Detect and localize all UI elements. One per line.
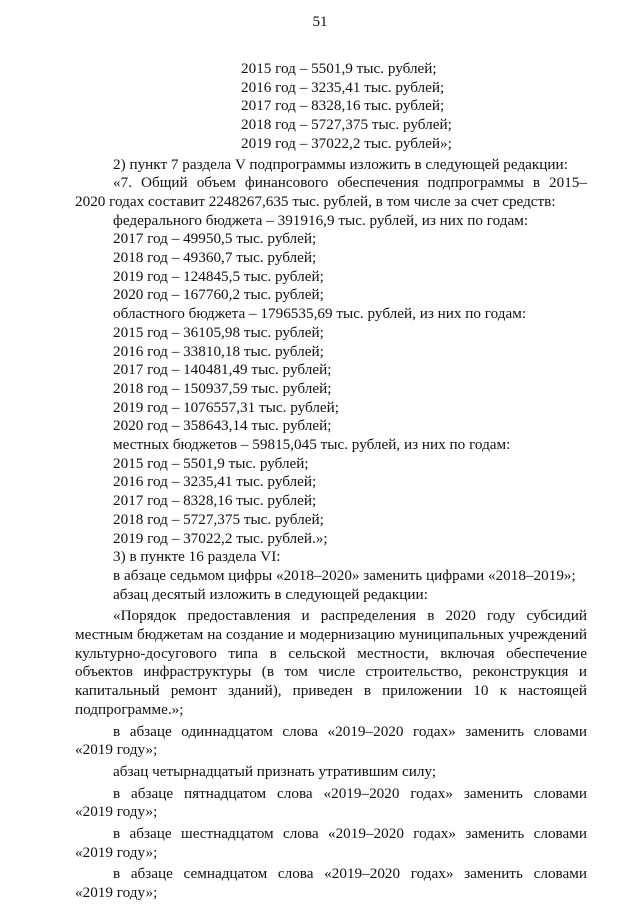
text-line: 2016 год – 3235,41 тыс. рублей; [241, 78, 445, 96]
page-number: 51 [312, 14, 328, 30]
text-line: 2018 год – 150937,59 тыс. рублей; [113, 379, 332, 397]
text-line: 2018 год – 5727,375 тыс. рублей; [113, 510, 324, 528]
text-line: в абзаце семнадцатом слова «2019–2020 годах» заменить словами [113, 865, 587, 883]
text-line: 2020 годах составит 2248267,635 тыс. рублей, в том числе за счет средств: [75, 192, 556, 210]
text-line: 3) в пункте 16 раздела VI: [113, 548, 281, 566]
text-line: 2016 год – 33810,18 тыс. рублей; [113, 342, 324, 360]
text-line: 2020 год – 167760,2 тыс. рублей; [113, 286, 324, 304]
text-line: 2018 год – 5727,375 тыс. рублей; [241, 116, 452, 134]
text-line: абзац четырнадцатый признать утратившим силу; [113, 762, 437, 780]
text-line: 2017 год – 8328,16 тыс. рублей; [241, 97, 445, 115]
text-line: 2015 год – 5501,9 тыс. рублей; [113, 454, 309, 472]
text-line: капитальный ремонт зданий), приведен в приложении 10 к настоящей [75, 682, 587, 700]
text-line: «2019 году»; [75, 884, 158, 902]
text-line: местных бюджетов – 59815,045 тыс. рублей, из них по годам: [113, 436, 511, 453]
text-line: 2019 год – 1076557,31 тыс. рублей; [113, 398, 340, 416]
text-line: в абзаце пятнадцатом слова «2019–2020 годах» заменить словами [113, 784, 587, 802]
text-line: подпрограмме.»; [75, 700, 184, 718]
text-line: «2019 году»; [75, 741, 158, 759]
text-line: «2019 году»; [75, 803, 158, 821]
text-line: 2018 год – 49360,7 тыс. рублей; [113, 249, 317, 266]
text-line: в абзаце седьмом цифры «2018–2020» заменить цифрами «2018–2019»; [113, 566, 576, 584]
text-line: 2) пункт 7 раздела V подпрограммы изложить в следующей редакции: [113, 155, 568, 173]
text-line: местным бюджетам на создание и модернизацию муниципальных учреждений [75, 626, 587, 643]
text-line: 2016 год – 3235,41 тыс. рублей; [113, 473, 317, 491]
text-line: 2019 год – 37022,2 тыс. рублей»; [241, 134, 452, 152]
text-line: 2020 год – 358643,14 тыс. рублей; [113, 417, 332, 435]
text-line: «7. Общий объем финансового обеспечения подпрограммы в 2015– [113, 174, 587, 192]
text-line: культурно-досугового типа в сельской местности, включая обеспечение [75, 644, 587, 662]
text-line: «2019 году»; [75, 843, 158, 861]
text-line: федерального бюджета – 391916,9 тыс. рублей, из них по годам: [113, 211, 529, 229]
text-line: объектов инфраструктуры (в том числе строительство, реконструкция и [75, 663, 587, 681]
text-line: областного бюджета – 1796535,69 тыс. рублей, из них по годам: [113, 305, 527, 323]
text-line: 2019 год – 37022,2 тыс. рублей.»; [113, 529, 328, 547]
text-line: 2015 год – 36105,98 тыс. рублей; [113, 323, 324, 341]
text-line: абзац десятый изложить в следующей редакции: [113, 585, 428, 603]
text-line: в абзаце шестнадцатом слова «2019–2020 годах» заменить словами [113, 825, 587, 842]
text-line: 2017 год – 8328,16 тыс. рублей; [113, 492, 317, 510]
text-line: 2019 год – 124845,5 тыс. рублей; [113, 267, 324, 285]
text-line: в абзаце одиннадцатом слова «2019–2020 годах» заменить словами [113, 722, 587, 740]
text-line: 2015 год – 5501,9 тыс. рублей; [241, 60, 437, 77]
text-line: 2017 год – 140481,49 тыс. рублей; [113, 361, 332, 379]
text-line: 2017 год – 49950,5 тыс. рублей; [113, 230, 317, 248]
text-line: «Порядок предоставления и распределения в 2020 году субсидий [113, 607, 587, 625]
